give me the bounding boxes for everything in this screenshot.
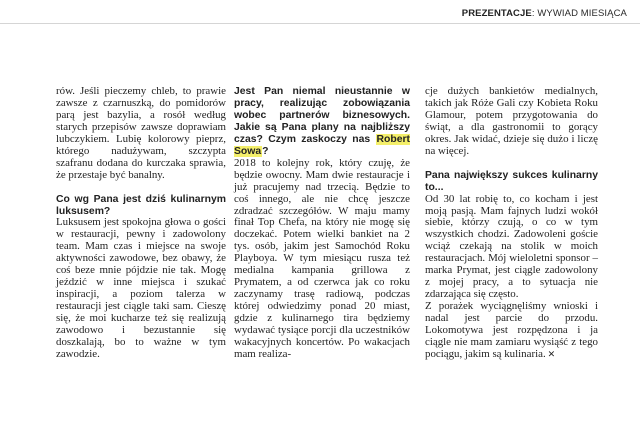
section-separator: : (531, 8, 535, 19)
header-rule (0, 23, 640, 24)
highlighted-name: Robert Sowa (234, 133, 411, 157)
section-subtitle: WYWIAD MIESIĄCA (537, 8, 627, 19)
paragraph-spacer (56, 182, 226, 194)
answer-paragraph: Od 30 lat robię to, co kocham i jest moją pasją. Mam fajnych ludzi wokół siebie, którzy czują, o co w tym wszystkich chodzi. Zadowoleni goście wciąż czekają na stolik w moich restauracjach. Mój wieloletni sponsor – marka Prymat, jest ciągle zadowolony z mojej pracy, a to sytuacja nie zdarzająca się często. (425, 192, 598, 301)
question-text: Jest Pan niemal nieustannie w pracy, realizując zobowiązania wobec partnerów biznesowych. Jakie są Pana plany na najbliższy czas? Czym zaskoczy nas (234, 86, 410, 145)
answer-paragraph: rów. Jeśli pieczemy chleb, to prawie zawsze z czarnuszką, do pomidorów parą jest bazylia, a rosół według starych przepisów zawsze doprawiam lubczykiem. Lubię kolorowy pieprz, którego nadużywam, szczypta szafranu dodana do kurczaka sprawia, że przestaje być banalny. (56, 85, 226, 181)
section-title: PREZENTACJE (461, 8, 532, 19)
interview-question (234, 86, 410, 158)
answer-paragraph: Luksusem jest spokojna głowa o gości w restauracji, pewny i zadowolony team. Mam czas i miejsce na swoje aktywności zawodowe, bez obawy, że coś beze mnie pójdzie nie tak. Mogę jeździć w inne miejsca i szukać inspiracji, a poziom talerza w restauracji jest ciągle taki sam. Cieszę się, że moi kucharze też się realizują zawodowo i bezustannie się doszkalają, bo to ważne w tym zawodzie. (56, 216, 226, 360)
article-column-3 (425, 86, 598, 362)
interview-question: Co wg Pana jest dziś kulinarnym luksusem? (56, 193, 226, 217)
answer-paragraph: 2018 to kolejny rok, który czuję, że będzie owocny. Mam dwie restauracje i już pracujemy nad trzecią. Będzie to coś innego, ale nie chcę jeszcze zdradzać szczegółów. W maju mamy finał Top Chefa, na który nie mogę się doczekać. Potem wielki bankiet na 2 tys. osób, jakim jest Samochód Roku Playboya. W tym miesiącu rusza też medialna kampania grillowa z Prymatem, a od czerwca jak co roku zaczynamy trasę radiową, podczas której odwiedzimy ponad 20 miast, gdzie z kulinarnego tira będziemy wydawać tysiące porcji dla uczestników wakacyjnych koncertów. Po wakacjach mam realiza- (234, 156, 410, 360)
answer-paragraph (425, 301, 598, 362)
answer-paragraph: cje dużych bankietów medialnych, takich jak Róże Gali czy Kobieta Roku Glamour, potem przygotowania do świąt, a dla gastronomii to gorący okres. Jak widać, dzieje się dużo i liczę na więcej. (425, 85, 598, 157)
question-end: ? (262, 145, 269, 157)
section-header (462, 8, 627, 19)
article-column-1 (56, 86, 226, 361)
interview-question: Pana największy sukces kulinarny to... (425, 169, 598, 193)
answer-text: Z porażek wyciągnęliśmy wnioski i nadal jest parcie do przodu. Lokomotywa jest rozpędzona i ja ciągle nie mam zamiaru wysiąść z tego pociągu, jakim są kulinaria. (425, 300, 598, 360)
paragraph-spacer (425, 158, 598, 170)
article-column-2 (234, 86, 410, 361)
end-mark-icon: ✕ (547, 349, 556, 360)
